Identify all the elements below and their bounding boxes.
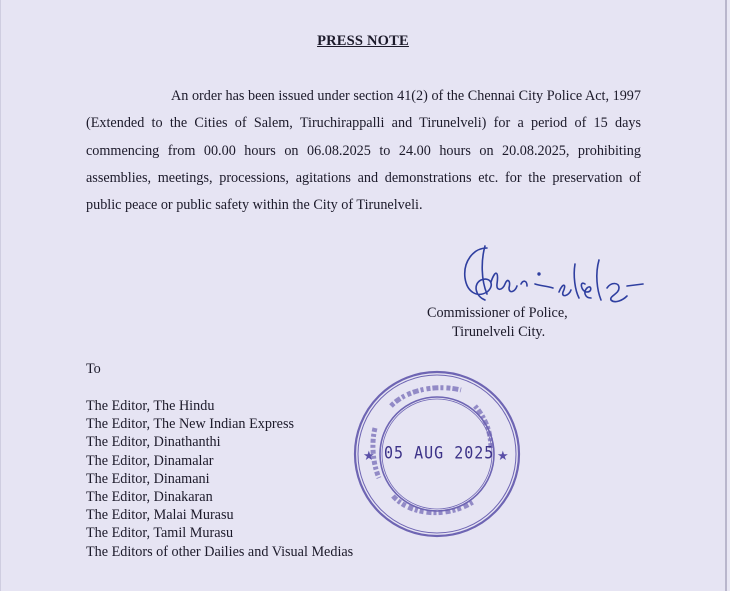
recipient-item: The Editors of other Dailies and Visual Medias: [86, 543, 354, 560]
designation-city: Tirunelveli City.: [452, 324, 546, 340]
stamp-date: 05 AUG 2025: [384, 442, 495, 464]
recipient-item: The Editor, Dinamani: [86, 470, 210, 487]
to-label: To: [86, 361, 101, 377]
svg-text:★: ★: [497, 449, 509, 464]
designation-title: Commissioner of Police,: [427, 305, 568, 321]
order-paragraph: An order has been issued under section 41(2) of the Chennai City Police Act, 1997 (Extended to the Cities of Salem, Tiruchirappalli and Tirunelveli) for a period of 15 days commencing from 00.00 hours on 06.08.2025 to 24.00 hours on 20.08.2025, prohibiting assemblies, meetings, processions, agitations and demonstrations etc. for the preservation of public peace or public safety within the City of Tirunelveli.: [86, 88, 641, 214]
recipient-item: The Editor, Tamil Murasu: [86, 525, 234, 542]
recipient-item: The Editor, Malai Murasu: [86, 507, 234, 524]
recipient-list: [86, 397, 353, 561]
svg-text:★: ★: [363, 449, 375, 464]
signature-image: [451, 240, 661, 310]
recipient-item: The Editor, The Hindu: [86, 398, 215, 414]
recipient-item: The Editor, The New Indian Express: [86, 416, 294, 433]
recipient-item: The Editor, Dinakaran: [86, 489, 213, 506]
page-title: PRESS NOTE: [317, 33, 409, 49]
recipient-item: The Editor, Dinamalar: [86, 452, 214, 469]
recipient-item: The Editor, Dinathanthi: [86, 434, 221, 451]
signatory-designation: [427, 304, 568, 342]
